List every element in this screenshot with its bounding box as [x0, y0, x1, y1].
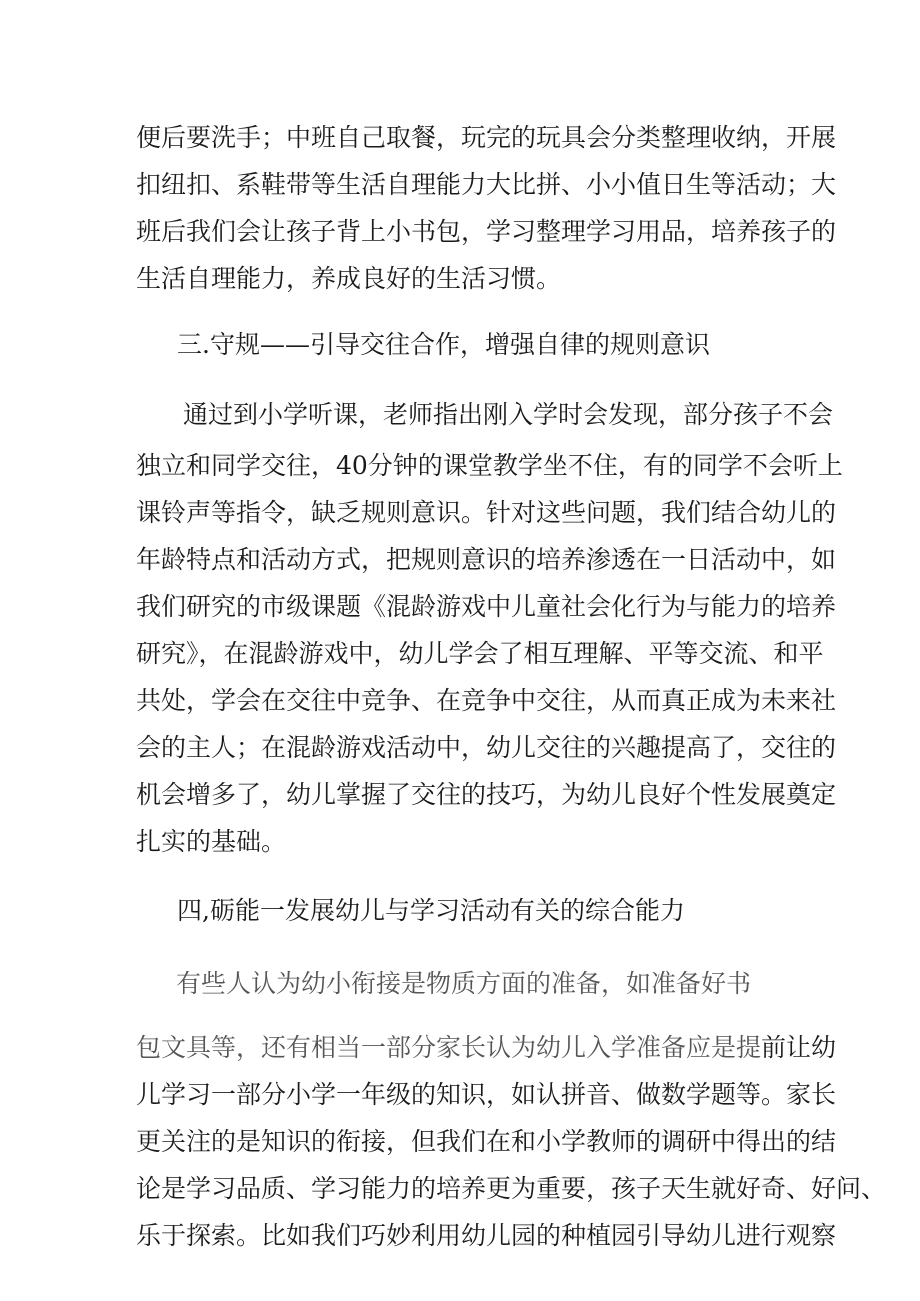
paragraph-1-line-1: 便后要洗手；中班自己取餐，玩完的玩具会分类整理收纳，开展: [136, 123, 837, 152]
paragraph-2-line-7: 共处，学会在交往中竞争、在竞争中交往，从而真正成为未来社: [136, 686, 837, 715]
paragraph-2-line-8: 会的主人；在混龄游戏活动中，幼儿交往的兴趣提高了，交往的: [136, 733, 837, 762]
paragraph-3-line-6: 乐于探索。比如我们巧妙利用幼儿园的种植园引导幼儿进行观察: [136, 1221, 837, 1250]
paragraph-1-line-2: 扣纽扣、系鞋带等生活自理能力大比拼、小小值日生等活动；大: [136, 170, 837, 199]
paragraph-2-line-4: 年龄特点和活动方式，把规则意识的培养渗透在一日活动中，如: [136, 545, 837, 574]
paragraph-1-line-4: 生活自理能力，养成良好的生活习惯。: [136, 264, 562, 293]
paragraph-2-line-5: 我们研究的市级课题《混龄游戏中儿童社会化行为与能力的培养: [136, 592, 837, 621]
paragraph-2-line-6: 研究》，在混龄游戏中，幼儿学会了相互理解、平等交流、和平: [136, 639, 824, 668]
paragraph-3-line-1: 有些人认为幼小衔接是物质方面的准备，如准备好书: [176, 969, 752, 998]
paragraph-3-line-2-gray-text: 包文具等，还有相当一部分家长认为幼儿入学准备应是提: [136, 1033, 762, 1062]
paragraph-2-line-9: 机会增多了，幼儿掌握了交往的技巧，为幼儿良好个性发展奠定: [136, 780, 837, 809]
section-3-heading: 三.守规——引导交往合作，增强自律的规则意识: [177, 330, 710, 359]
paragraph-3-line-3: 儿学习一部分小学一年级的知识，如认拼音、做数学题等。家长: [136, 1080, 837, 1109]
paragraph-2-line-1: 通过到小学听课，老师指出刚入学时会发现，部分孩子不会: [183, 400, 834, 429]
paragraph-3-line-5: 论是学习品质、学习能力的培养更为重要，孩子天生就好奇、好问、: [136, 1174, 887, 1203]
paragraph-3-line-4: 更关注的是知识的衔接，但我们在和小学教师的调研中得出的结: [136, 1127, 837, 1156]
paragraph-2-line-10: 扎实的基础。: [136, 827, 287, 856]
paragraph-2-line-3: 课铃声等指令，缺乏规则意识。针对这些问题，我们结合幼儿的: [136, 498, 837, 527]
paragraph-3-line-2: [136, 1030, 837, 1066]
section-4-heading: 四,砺能一发展幼儿与学习活动有关的综合能力: [177, 896, 685, 925]
paragraph-2-line-2: 独立和同学交往，40分钟的课堂教学坐不住，有的同学不会听上: [136, 451, 843, 480]
paragraph-3-line-2-dark-text: 前让幼: [761, 1033, 837, 1062]
paragraph-1-line-3: 班后我们会让孩子背上小书包，学习整理学习用品，培养孩子的: [136, 217, 837, 246]
